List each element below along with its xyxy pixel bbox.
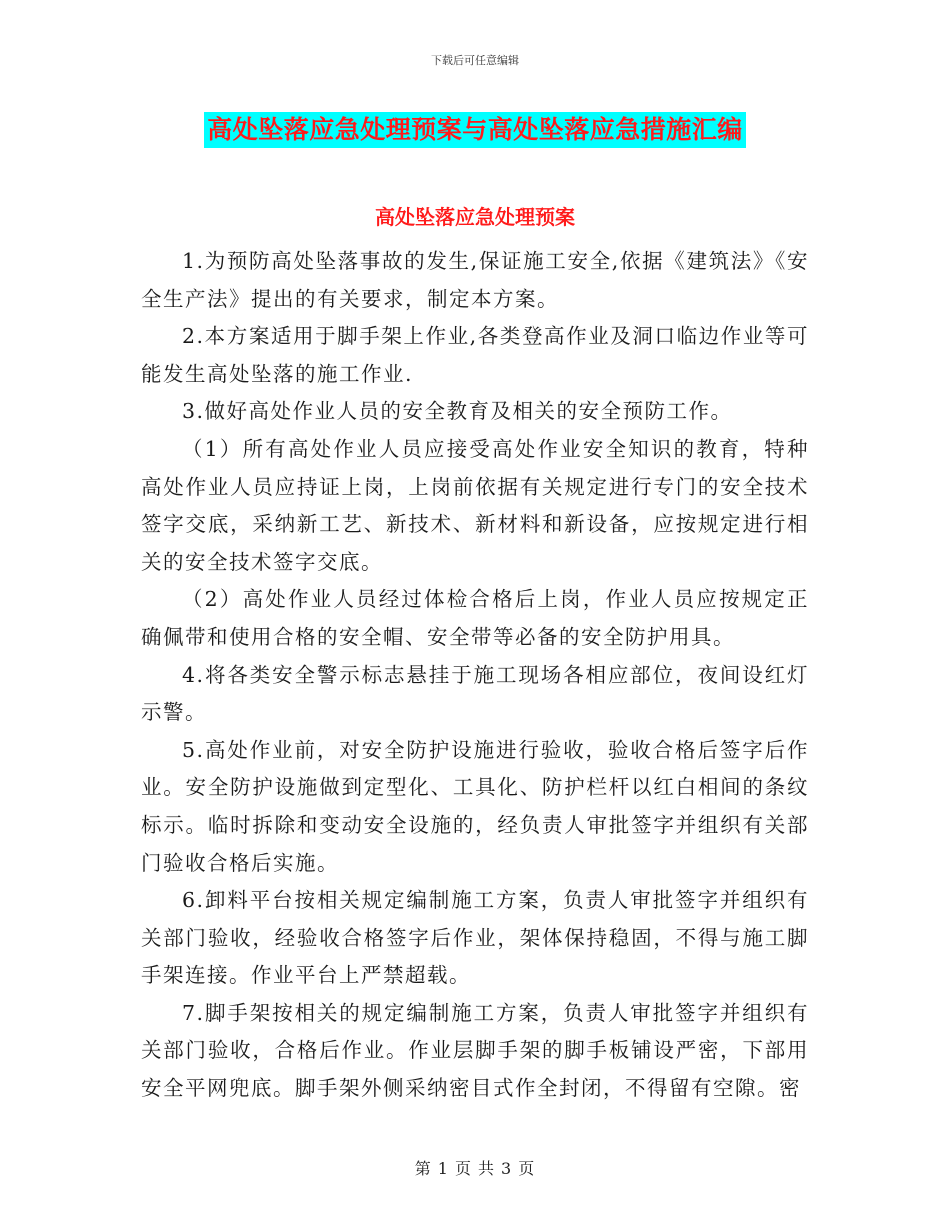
footer-total-label: 共 bbox=[478, 1159, 496, 1178]
main-title-container bbox=[0, 112, 950, 148]
paragraph-6: 6.卸料平台按相关规定编制施工方案，负责人审批签字并组织有关部门验收，经验收合格签字后作业，架体保持稳固，不得与施工脚手架连接。作业平台上严禁超载。 bbox=[141, 888, 809, 988]
paragraph-3: 3.做好高处作业人员的安全教育及相关的安全预防工作。 bbox=[182, 399, 733, 424]
page-footer bbox=[0, 1156, 950, 1179]
footer-prefix: 第 bbox=[414, 1159, 432, 1178]
paragraph-2: 2.本方案适用于脚手架上作业,各类登高作业及洞口临边作业等可能发生高处坠落的施工作业. bbox=[141, 324, 809, 386]
paragraph-7: 7.脚手架按相关的规定编制施工方案，负责人审批签字并组织有关部门验收，合格后作业。作业层脚手架的脚手板铺设严密，下部用安全平网兜底。脚手架外侧采纳密目式作全封闭，不得留有空隙。密 bbox=[141, 1000, 809, 1101]
footer-current-page: 1 bbox=[437, 1159, 449, 1178]
paragraph-5: 5.高处作业前，对安全防护设施进行验收，验收合格后签字后作业。安全防护设施做到定型化、工具化、防护栏杆以红白相间的条纹标示。临时拆除和变动安全设施的，经负责人审批签字并组织有关部门验收合格后实施。 bbox=[141, 737, 809, 875]
paragraph-4: 4.将各类安全警示标志悬挂于施工现场各相应部位，夜间设红灯示警。 bbox=[141, 662, 809, 725]
page-header-note: 下载后可任意编辑 bbox=[431, 54, 519, 67]
paragraph-3-2: （2）高处作业人员经过体检合格后上岗，作业人员应按规定正确佩带和使用合格的安全帽、安全带等必备的安全防护用具。 bbox=[141, 587, 809, 649]
paragraph-3-1: （1）所有高处作业人员应接受高处作业安全知识的教育，特种高处作业人员应持证上岗，上岗前依据有关规定进行专门的安全技术签字交底，采纳新工艺、新技术、新材料和新设备，应按规定进行相关的安全技术签字交底。 bbox=[141, 436, 809, 574]
footer-suffix: 页 bbox=[518, 1159, 536, 1178]
section-title: 高处坠落应急处理预案 bbox=[375, 205, 575, 229]
main-title: 高处坠落应急处理预案与高处坠落应急措施汇编 bbox=[204, 112, 746, 148]
document-body bbox=[141, 243, 809, 1108]
footer-total-pages: 3 bbox=[501, 1159, 513, 1178]
footer-page-label: 页 bbox=[454, 1159, 472, 1178]
paragraph-1: 1.为预防高处坠落事故的发生,保证施工安全,依据《建筑法》《安全生产法》提出的有关要求，制定本方案。 bbox=[141, 249, 809, 311]
